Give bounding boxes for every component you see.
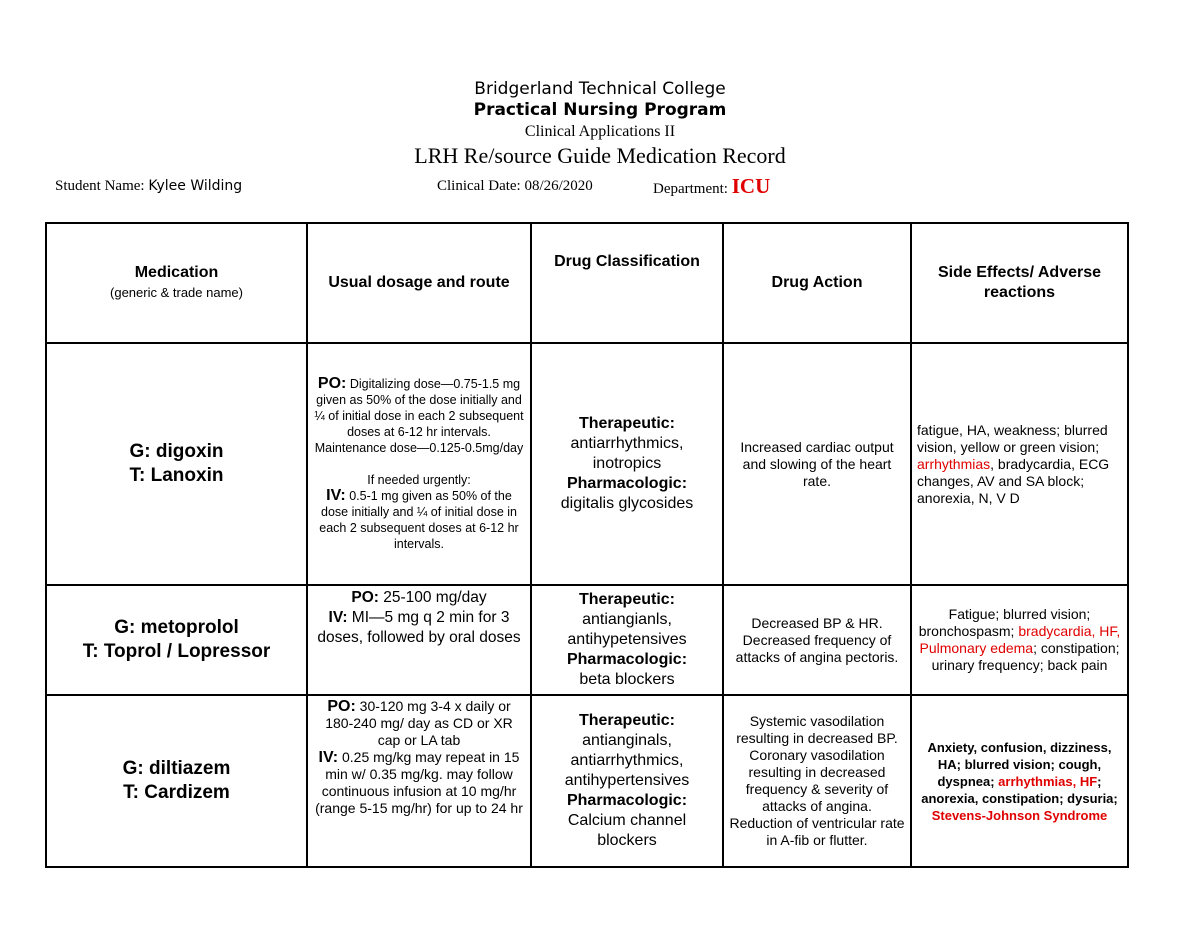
program-name: Practical Nursing Program [473,100,727,120]
course-name: Clinical Applications II [524,123,676,140]
action-cell: Systemic vasodilation resulting in decreased BP. Coronary vasodilation resulting in decreased frequency & severity of attacks of angina. Reduction of ventricular rate in A-fib or flutter. [723,695,911,867]
po-label: PO: [351,589,379,606]
iv-text: 0.5-1 mg given as 50% of the dose initially and ¼ of initial dose in each 2 subsequent doses at 6-12 hr intervals. [319,489,519,551]
header-dosage: Usual dosage and route [307,223,531,343]
side-effects-text: ; constipation; urinary frequency; back pain [931,640,1120,673]
pharmacologic-label: Pharmacologic: [566,475,688,492]
pharmacologic-value: Calcium channel blockers [567,812,687,849]
trade-name: T: Lanoxin [129,465,224,486]
guide-title: LRH Re/source Guide Medication Record [414,143,786,168]
table-row [46,343,1128,585]
therapeutic-label: Therapeutic: [578,591,675,608]
therapeutic-value: antianginals, antiarrhythmics, antihypertensives [564,732,690,789]
side-effects-highlight: arrhythmias, HF [998,773,1098,789]
iv-label: IV: [326,487,346,504]
pharmacologic-value: beta blockers [579,671,675,688]
trade-name: T: Toprol / Lopressor [82,641,271,662]
header-classification: Drug Classification [531,223,723,343]
medication-name-cell [46,585,307,695]
table-header-row [46,223,1128,343]
side-effects-text: , bradycardia, ECG changes, AV and SA block; anorexia, N, V D [917,455,1110,506]
iv-text: MI—5 mg q 2 min for 3 doses, followed by oral doses [317,609,521,646]
generic-name: G: diltiazem [122,758,231,779]
action-cell: Increased cardiac output and slowing of the heart rate. [723,343,911,585]
side-effects-cell [911,695,1128,867]
dosage-cell [307,343,531,585]
therapeutic-value: antiangianls, antihypetensives [567,611,687,648]
side-effects-text: fatigue, HA, weakness; blurred vision, yellow or green vision; [917,421,1108,455]
student-name-value: Kylee Wilding [148,178,243,194]
dosage-cell [307,585,531,695]
po-text: 30-120 mg 3-4 x daily or 180-240 mg/ day as CD or XR cap or LA tab [325,698,513,748]
side-effects-highlight: arrhythmias [917,455,991,472]
student-name-field [55,178,242,195]
classification-cell [531,585,723,695]
pharmacologic-label: Pharmacologic: [566,651,688,668]
classification-cell [531,343,723,585]
student-name-label: Student Name: [55,178,149,194]
po-label: PO: [327,698,356,715]
maintenance-dose: Maintenance dose—0.125-0.5mg/day [314,441,524,455]
side-effects-text: ; anorexia, constipation; dysuria; [921,773,1118,806]
header-action: Drug Action [723,223,911,343]
po-text: 25-100 mg/day [378,589,487,606]
pharmacologic-value: digitalis glycosides [560,495,694,512]
college-name: Bridgerland Technical College [474,79,726,99]
iv-label: IV: [328,609,348,626]
therapeutic-value: antiarrhythmics, inotropics [570,435,684,472]
side-effects-text: Anxiety, confusion, dizziness, HA; blurred vision; cough, dyspnea; [927,739,1112,789]
department-label: Department: [653,181,732,197]
iv-text: 0.25 mg/kg may repeat in 15 min w/ 0.35 mg/kg. may follow continuous infusion at 10 mg/hr (range 5-15 mg/hr) for up to 24 hr [315,749,523,816]
medication-name-cell [46,695,307,867]
department-field [653,174,770,199]
side-effects-cell [911,343,1128,585]
dosage-cell [307,695,531,867]
generic-name: G: digoxin [129,441,224,462]
header-medication-sub: (generic & trade name) [110,285,243,300]
header-medication-label: Medication [134,264,219,281]
header-medication [46,223,307,343]
side-effects-text: Fatigue; blurred vision; bronchospasm; [918,606,1091,639]
clinical-date: Clinical Date: 08/26/2020 [437,178,593,194]
iv-label: IV: [318,749,339,766]
table-row [46,695,1128,867]
therapeutic-label: Therapeutic: [578,712,675,729]
side-effects-highlight: Stevens-Johnson Syndrome [931,807,1108,823]
department-value: ICU [731,174,771,198]
generic-name: G: metoprolol [114,617,239,638]
side-effects-highlight: bradycardia, HF, Pulmonary edema [919,623,1121,656]
table-row [46,585,1128,695]
action-cell: Decreased BP & HR. Decreased frequency of attacks of angina pectoris. [723,585,911,695]
po-label: PO: [317,375,347,392]
medication-table [45,222,1129,868]
pharmacologic-label: Pharmacologic: [566,792,688,809]
medication-name-cell [46,343,307,585]
po-text: Digitalizing dose—0.75-1.5 mg given as 50% of the dose initially and ¼ of initial dose in each 2 subsequent doses at 6-12 hr intervals. [314,377,524,439]
urgent-note: If needed urgently: [367,473,471,487]
side-effects-cell [911,585,1128,695]
header-side-effects: Side Effects/ Adverse reactions [911,223,1128,343]
therapeutic-label: Therapeutic: [578,415,675,432]
classification-cell [531,695,723,867]
trade-name: T: Cardizem [123,782,230,803]
